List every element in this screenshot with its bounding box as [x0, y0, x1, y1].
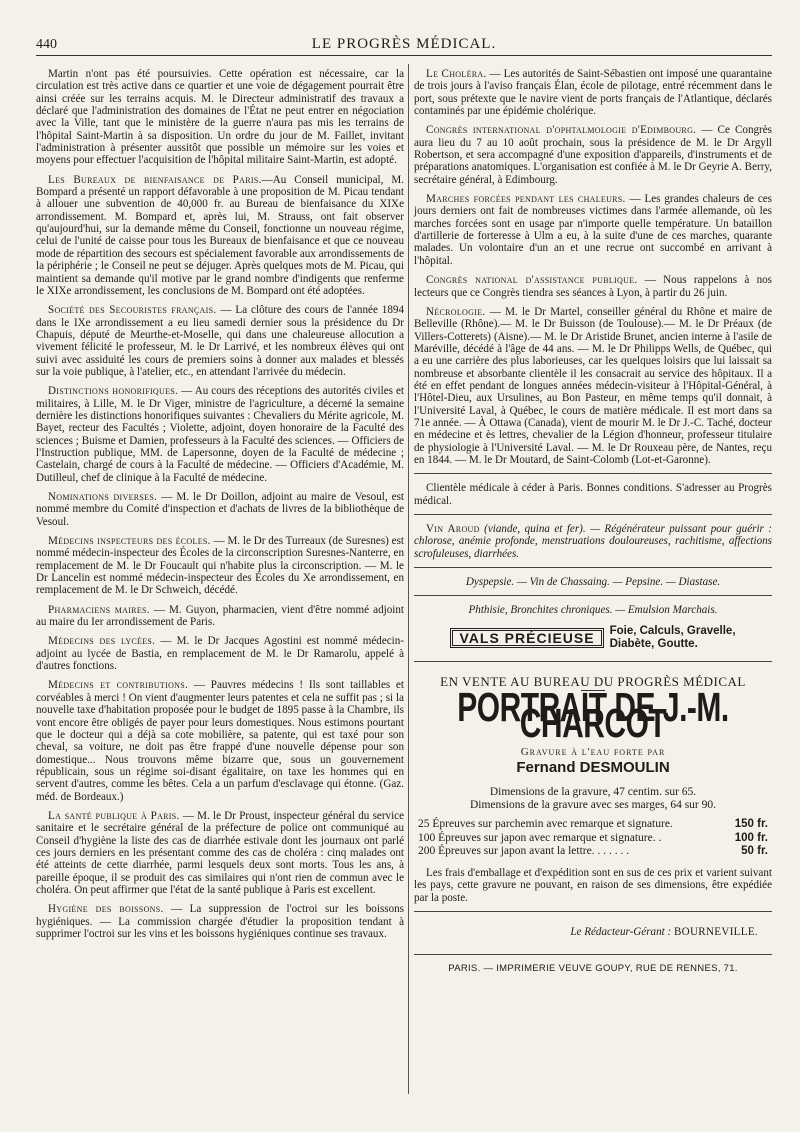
article-heading: Congrès national d'assistance publique.	[426, 274, 638, 287]
vals-indications: Foie, Calculs, Gravelle, Diabète, Goutte.	[609, 624, 736, 650]
price-row: 100 Épreuves sur japon avec remarque et signature. . 100 fr.	[418, 831, 768, 844]
editor-signature: Le Rédacteur-Gérant : BOURNEVILLE.	[570, 925, 758, 938]
article-heading: Les Bureaux de bienfaisance de Paris.	[48, 173, 262, 186]
article-heading: Marches forcées pendant les chaleurs.	[426, 193, 626, 206]
footer-separator	[414, 911, 772, 912]
article-heading: Nécrologie.	[426, 305, 486, 318]
ad-marchais: Phthisie, Bronchites chroniques. — Emulsion Marchais.	[414, 595, 772, 616]
article-medecins-lycees: Médecins des lycées. — M. le Dr Jacques Agostini est nommé médecin-adjoint au lycée de Bastia, en remplacement de M. le Dr Ramarolu, appelé à d'autres fonctions.	[36, 635, 404, 673]
ad-vals	[414, 625, 772, 651]
page-header	[36, 33, 772, 56]
dimensions: Dimensions de la gravure, 47 centim. sur 65. Dimensions de la gravure avec ses marges, 64 sur 90.	[469, 786, 716, 812]
article-marches-forcees: Marches forcées pendant les chaleurs. — Les grandes chaleurs de ces jours derniers ont fait de nombreuses victimes dans l'armée allemande, où les marches forcées sont en usage par n'importe quelle température. Un bataillon d'artillerie de forteresse à Ulm a eu, à la suite d'une de ces marches, quarante malades. Un volontaire d'un an et une recrue ont succombé en arrivant à l'hôpital.	[414, 193, 772, 267]
article-inspecteurs-ecoles: Médecins inspecteurs des écoles. — M. le Dr des Turreaux (de Suresnes) est nommé médecin-inspecteur des Écoles de la circonscription Suresnes-Nanterre, en remplacement de M. le Dr Foucault qui n'habite plus la circonscription. — M. le Dr Lancelin est nommé médecin-inspecteur des Écoles du Xe arrondissement, en remplacement de M. le Dr Schweich, décédé.	[36, 535, 404, 597]
left-column	[36, 68, 404, 947]
article-congres-ophtalmologie: Congrès international d'ophtalmologie d'Edimbourg. — Ce Congrès aura lieu du 7 au 10 août prochain, sous la présidence de M. le Dr Argyll Robertson, et sera accompagné d'une exposition d'appareils, d'instruments et de préparations anatomiques. L'organisation est confiée à M. le Dr Geyrie A. Berry, secrétaire général, à Edimbourg.	[414, 124, 772, 186]
right-column	[414, 68, 772, 976]
price-row: 200 Épreuves sur japon avant la lettre. . . . . . . 50 fr.	[418, 845, 768, 858]
article-pharmaciens-maires: Pharmaciens maires. — M. Guyon, pharmacien, vient d'être nommé adjoint au maire du Ier arrondissement de Paris.	[36, 603, 404, 629]
ad-vin-aroud: Vin Aroud (viande, quina et fer). — Régénérateur puissant pour guérir : chlorose, anémie profonde, menstruations douloureuses, rachitisme, affections scrofuleuses, diarrhées.	[414, 514, 772, 560]
article-heading: Distinctions honorifiques.	[48, 385, 179, 398]
article-heading: Médecins inspecteurs des écoles.	[48, 535, 211, 548]
article-heading: Médecins des lycées.	[48, 635, 156, 648]
article-contributions: Médecins et contributions. — Pauvres médecins ! Ils sont taillables et corvéables à merci ! On vient d'augmenter leurs patentes et cela ne suffit pas ; si la nouvelle taxe d'habitation proposée pour le budget de 1895 passe à la Chambre, ils vont encore être obligés de payer pour leurs domestiques. Nous estimons pourtant que le docteur qui a déjà sa cote mobilière, sa patente, qui est taxé pour son cheval, sa voiture, ne doit pas être frappé d'une nouvelle dépense pour son domestique... Nous trouvons même bizarre que, sous un gouvernement républicain, sous un régime soi-disant égalitaire, on taxe les hommes qui en servent d'autres, comme les bêtes. Cela a un parfum d'esclavage qui étonne. (Gaz. méd. de Bordeaux.)	[36, 679, 404, 803]
ad-clientele: Clientèle médicale à céder à Paris. Bonnes conditions. S'adresser au Progrès médical.	[414, 473, 772, 507]
article-heading: Le Choléra.	[426, 68, 487, 80]
vente-heading: EN VENTE AU BUREAU DU PROGRÈS MÉDICAL	[440, 673, 746, 689]
article-hopital-saint-martin: Martin n'ont pas été poursuivies. Cette opération est nécessaire, car la circulation est très active dans ce quartier et une voie de dégagement pourrait être ainsi créée sur les terrains acquis. M. le Directeur administratif des travaux a déclaré que l'administration des domaines de l'État ne peut entrer en négociation avec la Ville, tant que le ministère de la guerre n'aura pas mis les terrains de l'hôpital Saint-Martin à sa disposition. Un ordre du jour de M. Faillet, invitant l'administration à présenter aussitôt que possible un mémoire sur les voies et moyens pour effectuer l'acquisition de l'hôpital militaire Saint-Martin, est adopté.	[36, 68, 404, 167]
article-cholera: Le Choléra. — Les autorités de Saint-Sébastien ont imposé une quarantaine de trois jours à l'aviso français Élan, école de pilotage, entré récemment dans le port, sous prétexte que le navire vient de ports français de l'Atlantique, déclarés contaminés par une épidémie cholérique.	[414, 68, 772, 118]
engraver-name: Fernand DESMOULIN	[516, 759, 670, 777]
ad-separator	[414, 661, 772, 662]
price-row: 25 Épreuves sur parchemin avec remarque et signature. 150 fr.	[418, 818, 768, 831]
article-hygiene-boissons: Hygiène des boissons. — La suppression de l'octroi sur les boissons hygiéniques. — La commission chargée d'étudier la proposition tendant à supprimer l'octroi sur les vins et les boissons hygiéniques continue ses travaux.	[36, 903, 404, 940]
journal-title: LE PROGRÈS MÉDICAL.	[311, 36, 497, 52]
portrait-title: PORTRAIT DE J.-M. CHARCOT	[457, 685, 729, 748]
shipping-note: Les frais d'emballage et d'expédition sont en sus de ces prix et varient suivant les pays, cette gravure ne pouvant, en raison de ses dimensions, être expédiée par la poste.	[414, 866, 772, 904]
article-heading: Hygiène des boissons.	[48, 903, 164, 916]
article-heading: Société des Secouristes français.	[48, 304, 217, 317]
article-secouristes: Société des Secouristes français. — La clôture des cours de l'année 1894 dans le IXe arrondissement a eu lieu samedi dernier sous la présidence du Dr Chapuis, député de Meurthe-et-Moselle, qui dans une chaleureuse allocution a vivement félicité le professeur, M. le Dr Larrivé, et les nombreux élèves qui ont suivi avec assiduité les cours de premiers soins à donner aux malades et blessés sur la voie publique, à l'atelier, etc., en attendant l'arrivée du médecin.	[36, 304, 404, 378]
article-heading: Congrès international d'ophtalmologie d'Edimbourg.	[426, 124, 697, 137]
column-divider	[408, 64, 409, 1094]
article-nominations: Nominations diverses. — M. le Dr Doillon, adjoint au maire de Vesoul, est nommé membre du Comité d'inspection et d'achats de livres de la bibliothèque de Vesoul.	[36, 491, 404, 528]
article-congres-assistance: Congrès national d'assistance publique. — Nous rappelons à nos lecteurs que ce Congrès tiendra ses séances à Lyon, à partir du 26 juin.	[414, 274, 773, 299]
ad-chassaing: Dyspepsie. — Vin de Chassaing. — Pepsine. — Diastase.	[414, 567, 772, 588]
price-list	[414, 818, 772, 859]
article-distinctions: Distinctions honorifiques. — Au cours des réceptions des autorités civiles et militaires, à Lille, M. le Dr Viger, ministre de l'agriculture, a décerné la semaine dernière les distinctions honorifiques suivantes : Chevaliers du Mérite agricole, M. Bayet, recteur des Facultés ; Violette, adjoint, doyen honoraire de la Faculté des sciences ; Buisme et Damien, professeurs à la Faculté des sciences. — Officiers de l'Instruction publique, MM. de Lapersonne, doyen de la Faculté de médecine ; Castelain, chargé de cours à la Faculté de médecine. — Officiers d'Académie, M. Dutilleul, chef de clinique à la Faculté de médecine.	[36, 385, 404, 484]
article-heading: La santé publique à Paris.	[48, 809, 180, 822]
vals-logo: VALS PRÉCIEUSE	[450, 628, 603, 648]
page-number: 440	[36, 37, 57, 52]
article-heading: Nominations diverses.	[48, 491, 158, 503]
article-heading: Pharmaciens maires.	[48, 603, 150, 616]
gravure-caption: Gravure à l'eau forte par	[520, 745, 666, 758]
printer-imprint: PARIS. — IMPRIMERIE VEUVE GOUPY, RUE DE RENNES, 71.	[414, 954, 772, 975]
article-bureaux-bienfaisance: Les Bureaux de bienfaisance de Paris.—Au Conseil municipal, M. Bompard a présenté un rapport défavorable à une proposition de M. Picau tendant à allouer une subvention de 40,000 fr. au Bureau de bienfaisance du XIXe arrondissement. M. Bompard et, après lui, M. Strauss, ont fait observer qu'aujourd'hui, sur la demande même du Conseil, fonctionne un nouveau régime, celui de l'unité de caisse pour tous les Bureaux de bienfaisance et que ce nouveau mode de répartition des secours est spécialement favorable aux arrondissements de la périphérie ; le Conseil ne peut se déjuger. Après quelques mots de M. Picau, qui maintient sa demande qu'il motive par le grand nombre d'indigents que renferme le XIXe arrondissement, les conclusions de M. Bompard ont été adoptées.	[36, 173, 404, 297]
article-sante-publique: La santé publique à Paris. — M. le Dr Proust, inspecteur général du service sanitaire et le secrétaire général de la préfecture de police ont communiqué au Conseil d'hygiène la liste des cas de diarrhée estivale dont les journaux ont parlé ces jours derniers en les présentant comme des cas de choléra : cinq malades ont été atteints de cette diarrhée, parmi lesquels deux sont morts. Tous les ans, à pareille époque, il se produit des cas similaires qui n'ont rien de commun avec le choléra. On peut affirmer que l'état de la santé publique à Paris est excellent.	[36, 809, 404, 896]
article-heading: Médecins et contributions.	[48, 679, 189, 692]
article-necrologie: Nécrologie. — M. le Dr Martel, conseiller général du Rhône et maire de Belleville (Rhône).— M. le Dr Buisson (de Toulouse).— M. le Dr Préaux (de Villers-Cotterets) (Aisne).— M. le Dr Aristide Brunet, ancien interne à l'asile de Maréville, décédé à l'âge de 44 ans. — M. le Dr Philipps Wells, de Québec, qui a eu une carrière des plus laborieuses, car les quelques loisirs que lui laissait sa nombreuse et absorbante clientèle il les consacrait au service des hôpitaux. Il a été en effet pendant de longues années médecin-visiteur à l'Hôpital-Général, à l'Hôtel-Dieu, aux Ursulines, au Bon Pasteur, en même temps qu'il donnait, à l'Université Laval, à Québec, le cours de matière médicale. Il est mort dans sa 71e année. — À Ottawa (Canada), vient de mourir M. le Dr J.-C. Taché, docteur en médecine et ès lettres, chevalier de la Légion d'honneur, professeur titulaire de physiologie à l'Université Laval. — M. le Dr Rouxeau père, de Nantes, reçu en 1844. — M. le Dr Moutard, de Saint-Colomb (Lot-et-Garonne).	[414, 305, 772, 466]
